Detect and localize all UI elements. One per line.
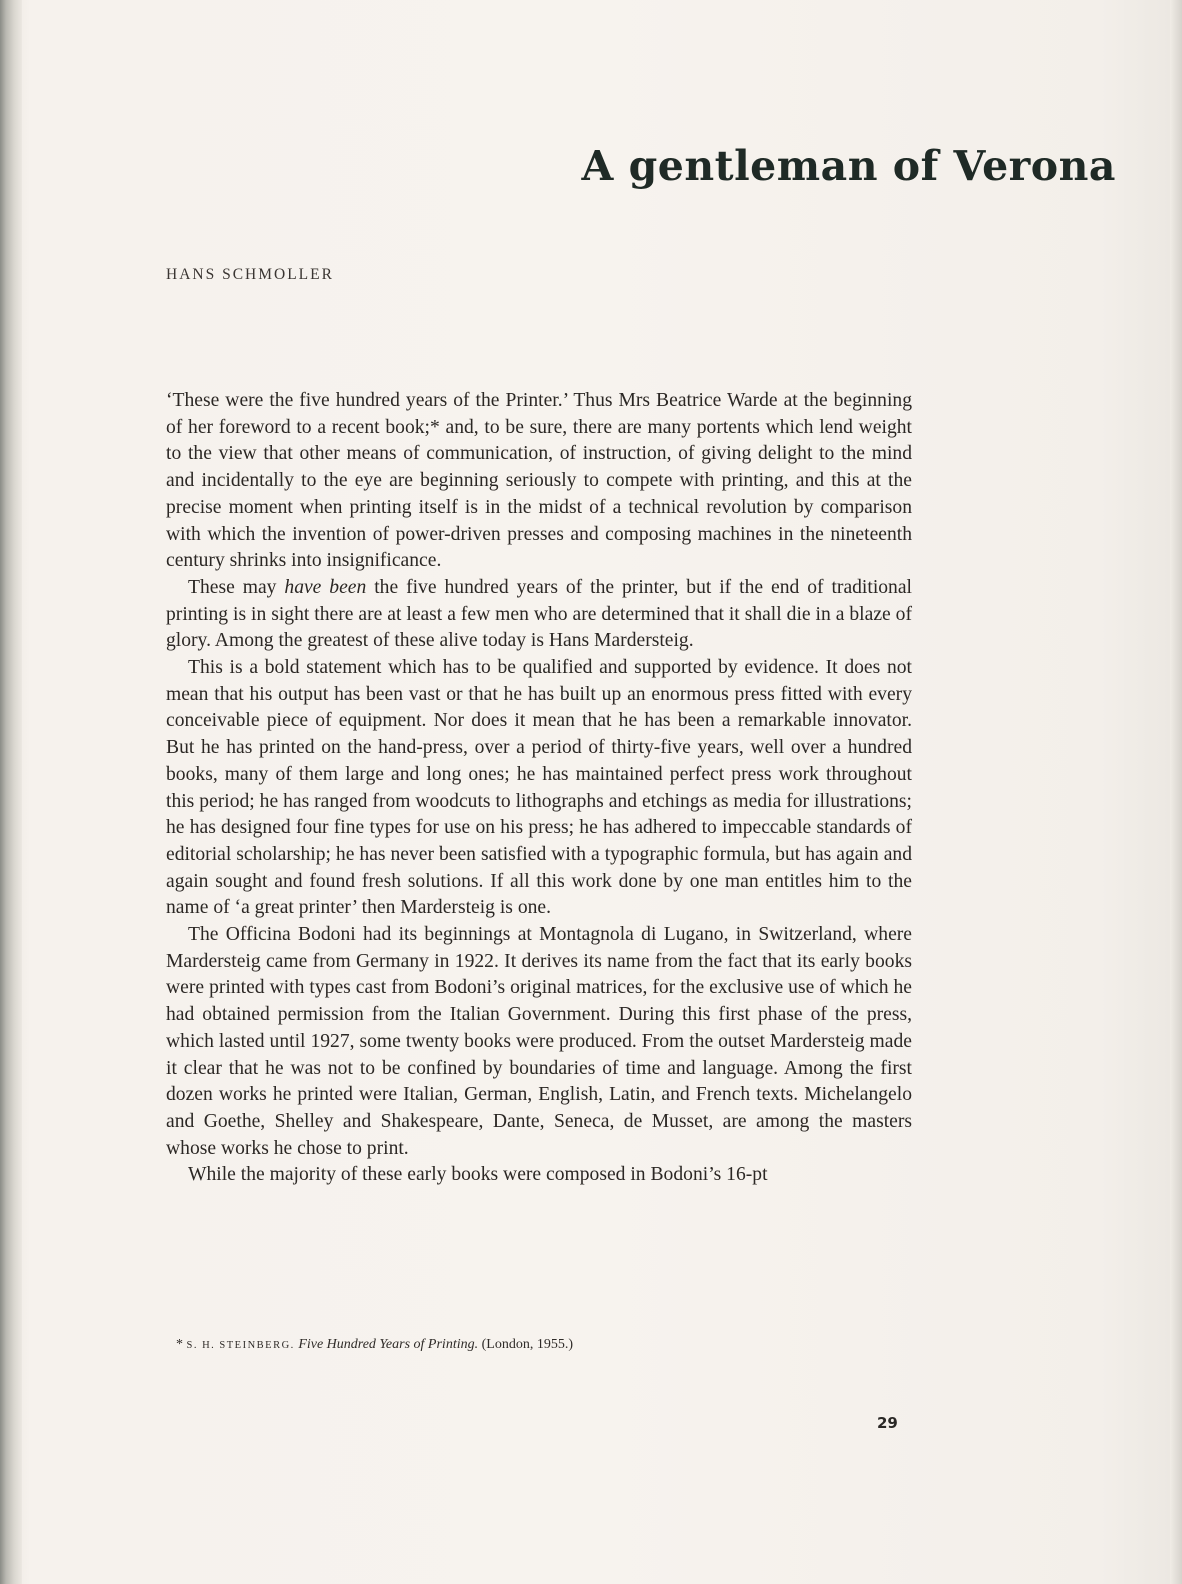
article-title: A gentleman of Verona: [581, 142, 1116, 190]
italic-phrase: have been: [284, 576, 367, 598]
paragraph: This is a bold statement which has to be qualified and supported by evidence. It does not mean that his output has been vast or that he has built up an enormous press fitted with every conceivable piece of equipment. Nor does it mean that he has been a remarkable innovator. But he has printed on the hand-press, over a period of thirty-five years, well over a hundred books, many of them large and long ones; he has maintained perfect press work throughout this period; he has ranged from woodcuts to lithographs and etchings as media for illustrations; he has designed four fine types for use on his press; he has adhered to impeccable standards of editorial scholarship; he has never been satisfied with a typographic formula, but has again and again sought and found fresh solutions. If all this work done by one man entitles him to the name of ‘a great printer’ then Mardersteig is one.: [166, 657, 912, 919]
page-edge: [1170, 0, 1182, 1584]
footnote: [176, 1337, 896, 1353]
paragraph: ‘These were the five hundred years of the Printer.’ Thus Mrs Beatrice Warde at the beginning of her foreword to a recent book;* and, to be sure, there are many portents which lend weight to the view that other means of communication, of instruction, of giving delight to the mind and incidentally to the eye are beginning seriously to compete with printing, and this at the precise moment when printing itself is in the midst of a technical revolution by comparison with which the invention of power-driven presses and composing machines in the nineteenth century shrinks into insignificance.: [166, 390, 912, 572]
footnote-title: Five Hundred Years of Printing.: [298, 1337, 479, 1352]
article-author: HANS SCHMOLLER: [166, 266, 334, 283]
article-body: [166, 388, 912, 1189]
paragraph: These may have been the five hundred years of the printer, but if the end of traditional printing is in sight there are at least a few men who are determined that it shall die in a blaze of glory. Among the greatest of these alive today is Hans Mardersteig.: [166, 576, 912, 652]
footnote-details: (London, 1955.): [478, 1337, 573, 1352]
paragraph: While the majority of these early books were composed in Bodoni’s 16-pt: [188, 1164, 768, 1186]
footnote-marker: *: [176, 1337, 187, 1352]
page-number: 29: [877, 1414, 898, 1432]
paragraph: The Officina Bodoni had its beginnings at Montagnola di Lugano, in Switzerland, where Mardersteig came from Germany in 1922. It derives its name from the fact that its early books were printed with types cast from Bodoni’s original matrices, for the exclusive use of which he had obtained permission from the Italian Government. During this first phase of the press, which lasted until 1927, some twenty books were produced. From the outset Mardersteig made it clear that he was not to be confined by boundaries of time and language. Among the first dozen works he printed were Italian, German, English, Latin, and French texts. Michelangelo and Goethe, Shelley and Shakespeare, Dante, Seneca, de Musset, are among the masters whose works he chose to print.: [166, 924, 912, 1159]
binding-edge: [0, 0, 22, 1584]
footnote-author: S. H. STEINBERG.: [186, 1340, 295, 1351]
